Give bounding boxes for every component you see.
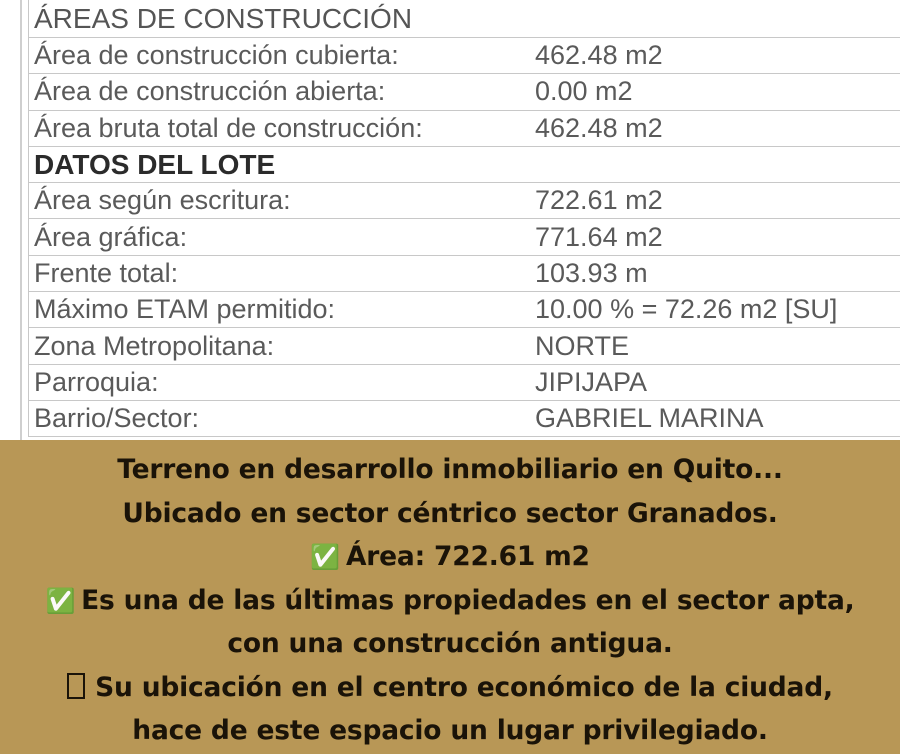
table-row xyxy=(29,292,900,328)
row-value: GABRIEL MARINA xyxy=(535,403,764,434)
section-header-construction xyxy=(29,0,900,38)
banner-line-text: Su ubicación en el centro económico de la ciudad, xyxy=(95,671,833,703)
row-value: 771.64 m2 xyxy=(535,221,663,252)
banner-line: Ubicado en sector céntrico sector Granados. xyxy=(122,497,778,529)
table-row xyxy=(29,183,900,219)
row-label: Área de construcción cubierta: xyxy=(34,40,399,71)
banner-line-location xyxy=(0,666,900,710)
check-mark-icon: ✅ xyxy=(310,543,340,571)
section-title: DATOS DEL LOTE xyxy=(34,148,276,180)
row-label: Área bruta total de construcción: xyxy=(34,112,423,143)
row-label: Zona Metropolitana: xyxy=(34,330,275,361)
table-row xyxy=(29,38,900,74)
row-value: 722.61 m2 xyxy=(535,185,663,216)
row-value: 0.00 m2 xyxy=(535,76,633,107)
banner-line-text: Es una de las últimas propiedades en el sector apta, xyxy=(81,584,855,616)
row-label: Área según escritura: xyxy=(34,185,291,216)
data-grid xyxy=(28,0,900,437)
row-value: 462.48 m2 xyxy=(535,112,663,143)
row-label: Parroquia: xyxy=(34,366,159,397)
row-label: Barrio/Sector: xyxy=(34,403,200,434)
row-label: Frente total: xyxy=(34,257,179,288)
banner-line-property xyxy=(0,579,900,623)
table-row xyxy=(29,401,900,437)
banner-line-text: Área: 722.61 m2 xyxy=(345,541,590,572)
caption-banner xyxy=(0,440,900,754)
row-value: 462.48 m2 xyxy=(535,40,663,71)
missing-glyph-icon xyxy=(67,673,85,699)
table-row xyxy=(29,328,900,364)
table-row xyxy=(29,365,900,401)
row-value: 10.00 % = 72.26 m2 [SU] xyxy=(535,294,838,325)
table-row xyxy=(29,111,900,147)
banner-line-area xyxy=(0,535,900,579)
row-label: Máximo ETAM permitido: xyxy=(34,294,336,325)
table-row xyxy=(29,74,900,110)
row-value: 103.93 m xyxy=(535,257,648,288)
banner-line: con una construcción antigua. xyxy=(227,628,673,659)
banner-line: Terreno en desarrollo inmobiliario en Quito... xyxy=(117,454,783,485)
left-border xyxy=(20,0,22,440)
row-value: NORTE xyxy=(535,330,630,361)
table-row xyxy=(29,219,900,255)
table-row xyxy=(29,256,900,292)
row-label: Área gráfica: xyxy=(34,221,188,252)
row-label: Área de construcción abierta: xyxy=(34,76,386,107)
section-title: ÁREAS DE CONSTRUCCIÓN xyxy=(34,2,413,34)
row-value: JIPIJAPA xyxy=(535,366,648,397)
check-mark-icon: ✅ xyxy=(45,586,76,615)
section-header-lot xyxy=(29,147,900,183)
banner-line: hace de este espacio un lugar privilegiado. xyxy=(132,715,768,746)
